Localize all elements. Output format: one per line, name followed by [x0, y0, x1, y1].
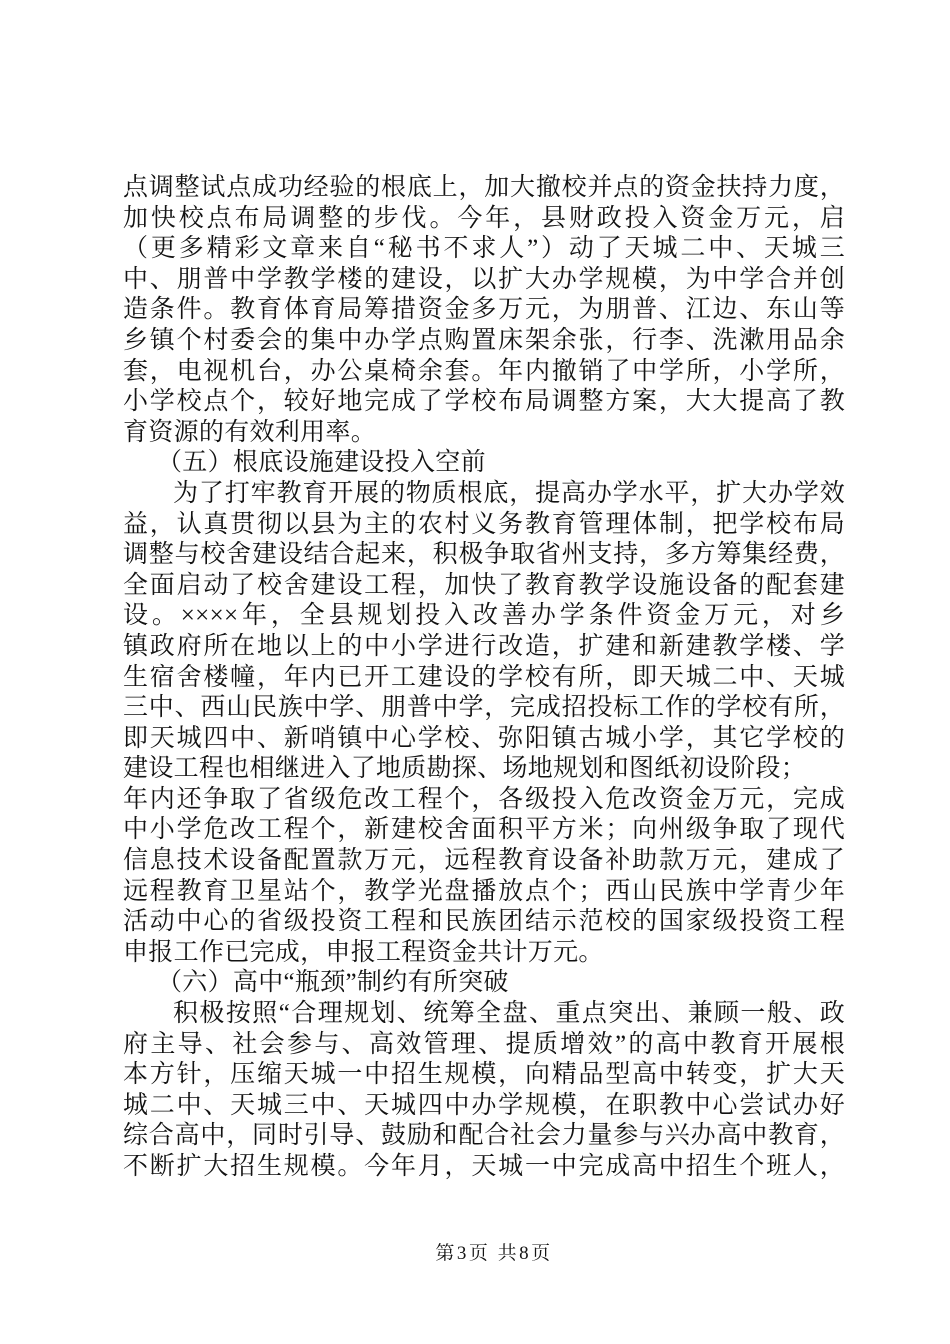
- text-line: 年内还争取了省级危改工程个，各级投入危改资金万元，完成: [123, 785, 845, 813]
- text-line: 小学校点个，较好地完成了学校布局调整方案，大大提高了教: [123, 388, 845, 416]
- text-line: 三中、西山民族中学、朋普中学，完成招投标工作的学校有所，: [123, 694, 845, 722]
- text-line: 不断扩大招生规模。今年月，天城一中完成高中招生个班人，: [123, 1153, 845, 1180]
- text-line: 积极按照“合理规划、统筹全盘、重点突出、兼顾一般、政: [173, 1000, 845, 1028]
- page-number: 第3页 共8页: [435, 1243, 553, 1264]
- text-line: 活动中心的省级投资工程和民族团结示范校的国家级投资工程: [123, 908, 845, 936]
- text-line: 乡镇个村委会的集中办学点购置床架余张，行李、洗漱用品余: [123, 326, 845, 354]
- text-line: 全面启动了校舍建设工程，加快了教育教学设施设备的配套建: [123, 571, 845, 599]
- text-line: 中小学危改工程个，新建校舍面积平方米；向州级争取了现代: [123, 816, 845, 844]
- text-line: 育资源的有效利用率。: [123, 418, 377, 446]
- text-line: 设。××××年，全县规划投入改善办学条件资金万元，对乡: [123, 602, 845, 630]
- text-line: 即天城四中、新哨镇中心学校、弥阳镇古城小学，其它学校的: [123, 724, 845, 752]
- page-footer: [0, 1238, 950, 1265]
- text-line: 本方针，压缩天城一中招生规模，向精品型高中转变，扩大天: [123, 1061, 845, 1089]
- document-body: [123, 173, 845, 1183]
- text-line: 城二中、天城三中、天城四中办学规模，在职教中心尝试办好: [123, 1091, 845, 1119]
- text-line: 信息技术设备配置款万元，远程教育设备补助款万元，建成了: [123, 847, 845, 875]
- text-line: 建设工程也相继进入了地质勘探、场地规划和图纸初设阶段；: [123, 755, 807, 783]
- text-line: 综合高中，同时引导、鼓励和配合社会力量参与兴办高中教育，: [123, 1122, 845, 1150]
- text-line: 申报工作已完成，申报工程资金共计万元。: [123, 938, 604, 966]
- section-heading: （六）高中“瓶颈”制约有所突破: [157, 969, 509, 997]
- text-line: 点调整试点成功经验的根底上，加大撤校并点的资金扶持力度，: [123, 174, 845, 201]
- text-line: 调整与校舍建设结合起来，积极争取省州支持，多方筹集经费，: [123, 541, 845, 569]
- text-line: 益，认真贯彻以县为主的农村义务教育管理体制，把学校布局: [123, 510, 845, 538]
- text-line: 府主导、社会参与、高效管理、提质增效”的高中教育开展根: [123, 1030, 845, 1058]
- section-heading: （五）根底设施建设投入空前: [157, 449, 486, 477]
- text-line: 为了打牢教育开展的物质根底，提高办学水平，扩大办学效: [173, 479, 845, 507]
- text-line: 套，电视机台，办公桌椅余套。年内撤销了中学所，小学所，: [123, 357, 845, 385]
- text-line: 远程教育卫星站个，教学光盘播放点个；西山民族中学青少年: [123, 877, 845, 905]
- text-line: 生宿舍楼幢，年内已开工建设的学校有所，即天城二中、天城: [123, 663, 845, 691]
- text-line: 造条件。教育体育局筹措资金多万元，为朋普、江边、东山等: [123, 296, 845, 324]
- text-line: 镇政府所在地以上的中小学进行改造，扩建和新建教学楼、学: [123, 632, 845, 660]
- text-line: 中、朋普中学教学楼的建设，以扩大办学规模，为中学合并创: [123, 265, 845, 293]
- text-line: 加快校点布局调整的步伐。今年，县财政投入资金万元，启: [123, 204, 845, 232]
- text-line: （更多精彩文章来自“秘书不求人”）动了天城二中、天城三: [123, 235, 845, 263]
